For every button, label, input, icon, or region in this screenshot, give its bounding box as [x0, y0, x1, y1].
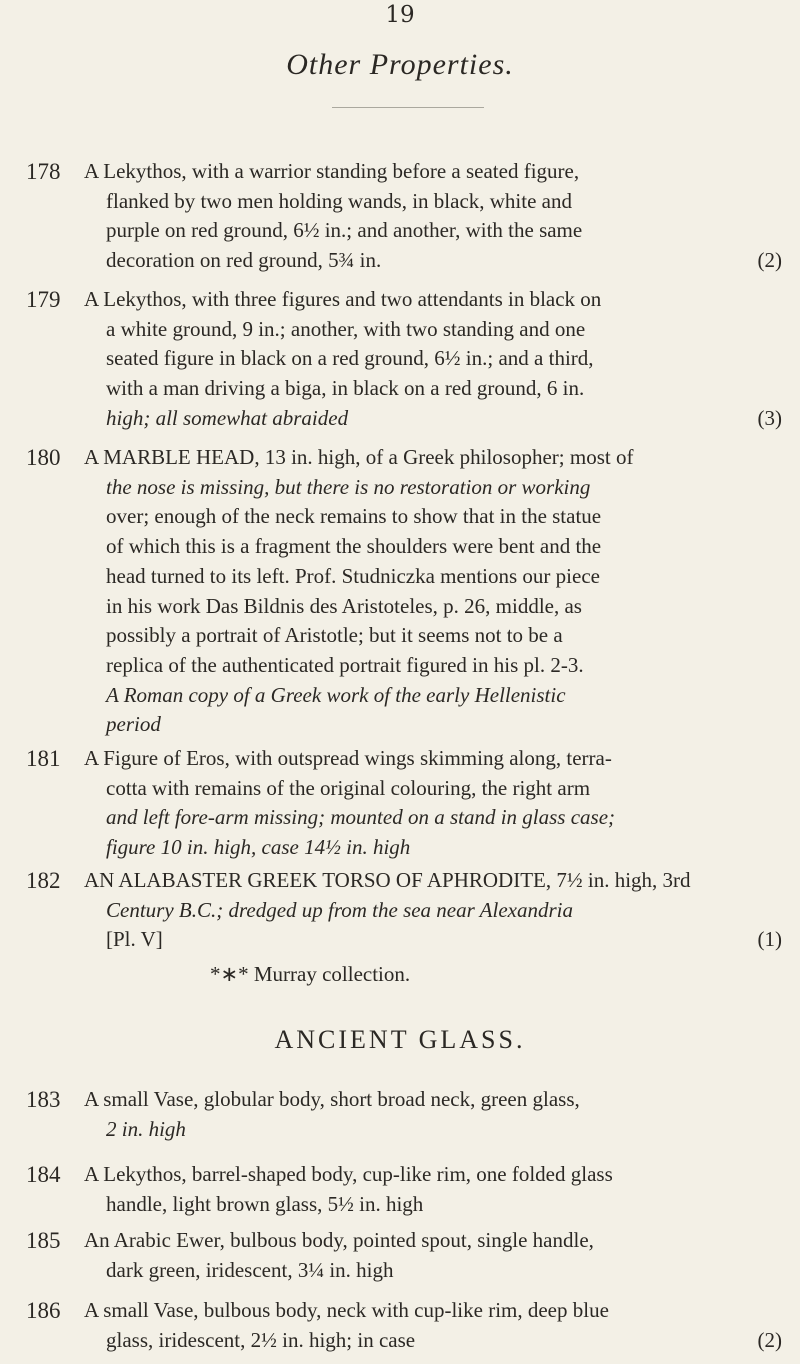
description-line: An Arabic Ewer, bulbous body, pointed spout, single handle, — [84, 1228, 594, 1252]
section-heading-ancient-glass: ANCIENT GLASS. — [274, 1025, 526, 1054]
lot-quantity: (2) — [757, 1327, 782, 1352]
section-title: Other Properties. — [286, 48, 514, 81]
lot-quantity: (3) — [757, 405, 782, 430]
lot-quantity: (1) — [757, 927, 782, 952]
description-line: A Roman copy of a Greek work of the early Hellenistic — [106, 682, 566, 707]
description-text: high; all somewhat abraided — [106, 405, 349, 430]
description-line: head turned to its left. Prof. Studniczka mentions our piece — [106, 563, 600, 588]
lot-description — [84, 157, 788, 276]
provenance-note: *∗* Murray collection. — [210, 962, 411, 986]
description-line: AN ALABASTER GREEK TORSO OF APHRODITE, 7½ in. high, 3rd — [84, 868, 691, 892]
description-line: Century B.C.; dredged up from the sea near Alexandria — [106, 897, 573, 922]
lot-number: 184 — [26, 1162, 61, 1187]
lot-number: 186 — [26, 1298, 61, 1323]
lot-number: 180 — [26, 445, 61, 470]
lot-number: 178 — [26, 159, 61, 184]
description-line: period — [106, 712, 161, 737]
description-line: of which this is a fragment the shoulders were bent and the — [106, 534, 602, 559]
description-line: replica of the authenticated portrait figured in his pl. 2-3. — [106, 652, 584, 677]
description-line: A Lekythos, with a warrior standing before a seated figure, — [84, 159, 580, 183]
lot-description — [84, 866, 788, 955]
description-line: a white ground, 9 in.; another, with two standing and one — [106, 316, 586, 341]
description-text: decoration on red ground, 5¾ in. — [106, 248, 382, 273]
lot-description — [84, 443, 788, 740]
lot-number: 183 — [26, 1087, 61, 1112]
description-line: A Lekythos, barrel-shaped body, cup-like rim, one folded glass — [84, 1162, 613, 1186]
plate-reference: [Pl. V] — [106, 927, 163, 952]
description-line: 2 in. high — [106, 1116, 186, 1141]
description-line: handle, light brown glass, 5½ in. high — [106, 1191, 424, 1216]
lot-quantity: (2) — [757, 248, 782, 273]
lot-number: 182 — [26, 868, 61, 893]
description-line: A small Vase, globular body, short broad neck, green glass, — [84, 1087, 580, 1111]
description-line: figure 10 in. high, case 14½ in. high — [106, 835, 411, 860]
description-line — [84, 1326, 788, 1356]
description-line: dark green, iridescent, 3¼ in. high — [106, 1257, 394, 1282]
description-line: A Figure of Eros, with outspread wings skimming along, terra- — [84, 746, 612, 770]
lot-description — [84, 1085, 788, 1144]
description-text: glass, iridescent, 2½ in. high; in case — [106, 1327, 416, 1352]
description-line: A small Vase, bulbous body, neck with cup-like rim, deep blue — [84, 1298, 609, 1322]
lot-number: 185 — [26, 1228, 61, 1253]
description-line: possibly a portrait of Aristotle; but it seems not to be a — [106, 623, 563, 648]
lot-description — [84, 1160, 788, 1219]
description-line: cotta with remains of the original colouring, the right arm — [106, 775, 591, 800]
description-line: in his work Das Bildnis des Aristoteles, p. 26, middle, as — [106, 593, 582, 618]
lot-description — [84, 1226, 788, 1285]
description-line — [84, 925, 788, 955]
description-line: A MARBLE HEAD, 13 in. high, of a Greek philosopher; most of — [84, 445, 634, 469]
description-line: purple on red ground, 6½ in.; and another, with the same — [106, 218, 583, 243]
lot-description — [84, 285, 788, 434]
description-line: seated figure in black on a red ground, 6½ in.; and a third, — [106, 346, 594, 371]
description-line — [84, 404, 788, 434]
description-line: and left fore-arm missing; mounted on a stand in glass case; — [106, 805, 616, 830]
description-line: A Lekythos, with three figures and two attendants in black on — [84, 287, 602, 311]
description-line: with a man driving a biga, in black on a red ground, 6 in. — [106, 376, 585, 401]
lot-description — [84, 744, 788, 863]
lot-number: 181 — [26, 746, 61, 771]
description-line: over; enough of the neck remains to show that in the statue — [106, 504, 602, 529]
page-number: 19 — [385, 2, 415, 28]
description-line — [84, 246, 788, 276]
title-rule — [332, 107, 484, 108]
description-line: flanked by two men holding wands, in black, white and — [106, 188, 572, 213]
description-line: the nose is missing, but there is no restoration or working — [106, 474, 591, 499]
lot-number: 179 — [26, 287, 61, 312]
lot-description — [84, 1296, 788, 1355]
